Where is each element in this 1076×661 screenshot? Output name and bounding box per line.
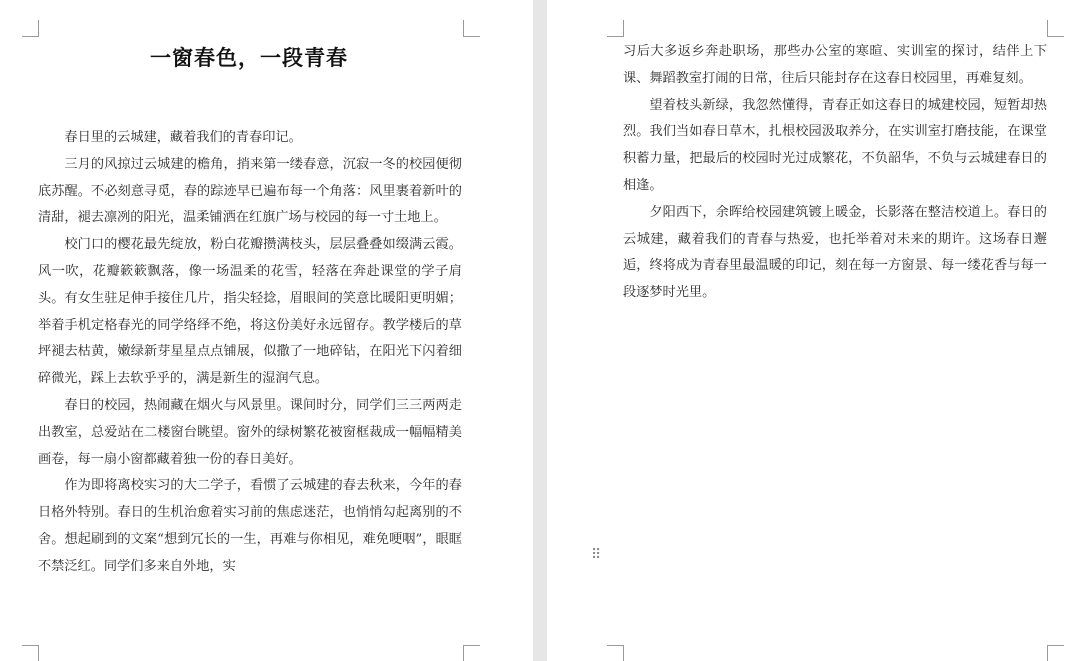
paragraph[interactable]: 作为即将离校实习的大二学子，看惯了云城建的春去秋来，今年的春日格外特别。春日的生机治愈着实习前的焦虑迷茫，也悄悄勾起离别的不舍。想起刷到的文案“想到冗长的一生，再难与你相见，难免哽咽”，眼眶不禁泛红。同学们多来自外地，实 [38, 478, 462, 574]
paragraph[interactable]: 夕阳西下，余晖给校园建筑镀上暖金，长影落在整洁校道上。春日的云城建，藏着我们的青春与热爱，也托举着对未来的期许。这场春日邂逅，终将成为青春里最温暖的印记，刻在每一方窗景、每一缕花香与每一段逐梦时光里。 [623, 204, 1047, 301]
document-body-right[interactable] [623, 39, 1047, 307]
document-body-left[interactable] [38, 125, 462, 645]
document-page-right[interactable] [547, 0, 1076, 661]
corner-mark-bottom-left [22, 645, 39, 661]
drag-handle-icon[interactable]: ⠿ [591, 547, 601, 563]
corner-mark-bottom-left [607, 645, 624, 661]
corner-mark-top-right [463, 20, 480, 37]
corner-mark-top-right [1047, 20, 1064, 37]
paragraph[interactable]: 三月的风掠过云城建的檐角，捎来第一缕春意，沉寂一冬的校园便彻底苏醒。不必刻意寻觅，春的踪迹早已遍布每一个角落：风里裹着新叶的清甜，褪去凛冽的阳光，温柔铺洒在红旗广场与校园的每一寸土地上。 [38, 156, 462, 226]
corner-mark-bottom-right [463, 645, 480, 661]
document-title[interactable]: 一窗春色，一段青春 [150, 45, 348, 70]
paragraph[interactable]: 望着枝头新绿，我忽然懂得，青春正如这春日的城建校园，短暂却热烈。我们当如春日草木，扎根校园汲取养分，在实训室打磨技能，在课堂积蓄力量，把最后的校园时光过成繁花，不负韶华，不负与云城建春日的相逢。 [623, 97, 1047, 193]
paragraph-continuation[interactable]: 习后大多返乡奔赴职场，那些办公室的寒暄、实训室的探讨，结伴上下课、舞蹈教室打闹的日常，往后只能封存在这春日校园里，再难复刻。 [623, 44, 1047, 86]
corner-mark-top-left [607, 20, 624, 37]
paragraph[interactable]: 校门口的樱花最先绽放，粉白花瓣攒满枝头，层层叠叠如缀满云霞。风一吹，花瓣簌簌飘落，像一场温柔的花雪，轻落在奔赴课堂的学子肩头。有女生驻足伸手接住几片，指尖轻捻，眉眼间的笑意比暖阳更明媚；举着手机定格春光的同学络绎不绝，将这份美好永远留存。教学楼后的草坪褪去枯黄，嫩绿新芽星星点点铺展，似撒了一地碎钻，在阳光下闪着细碎微光，踩上去软乎乎的，满是新生的湿润气息。 [38, 237, 462, 387]
document-page-left[interactable] [0, 0, 533, 661]
paragraph[interactable]: 春日里的云城建，藏着我们的青春印记。 [64, 130, 302, 145]
corner-mark-bottom-right [1047, 645, 1064, 661]
paragraph[interactable]: 春日的校园，热闹藏在烟火与风景里。课间时分，同学们三三两两走出教室，总爱站在二楼窗台眺望。窗外的绿树繁花被窗框裁成一幅幅精美画卷，每一扇小窗都藏着独一份的春日美好。 [38, 397, 462, 467]
corner-mark-top-left [22, 20, 39, 37]
